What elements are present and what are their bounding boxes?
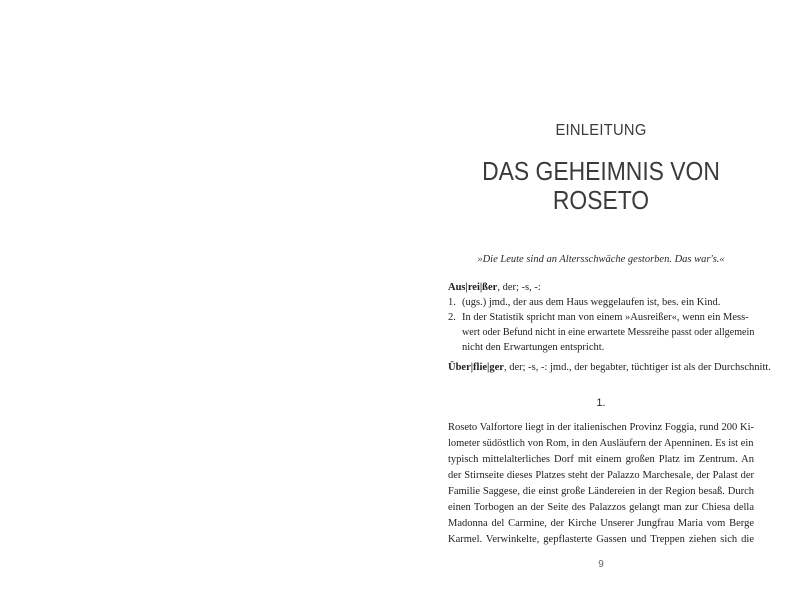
chapter-title-line: DAS GEHEIMNIS VON bbox=[482, 156, 720, 186]
body-line: Familie Saggese, die einst große Ländereien in der Region besaß. Durch bbox=[448, 486, 754, 497]
epigraph-quote: »Die Leute sind an Altersschwäche gestorben. Das war's.« bbox=[477, 254, 725, 265]
body-line: der Stirnseite dieses Platzes steht der Palazzo Marchesale, der Palast der bbox=[448, 470, 754, 481]
body-line: lometer südöstlich von Rom, in den Ausläufern der Apenninen. Es ist ein bbox=[448, 438, 754, 449]
definition-item bbox=[448, 295, 754, 310]
definition-item-text: nicht den Erwartungen entspricht. bbox=[462, 342, 605, 353]
definition-ueberflieger bbox=[448, 362, 771, 373]
section-number: 1. bbox=[596, 397, 606, 409]
chapter-title bbox=[466, 157, 735, 215]
definition-headword: Aus|rei|ßer bbox=[448, 282, 498, 293]
definition-item-number: 2. bbox=[448, 312, 456, 323]
page-number: 9 bbox=[598, 559, 604, 570]
definition-ausreisser bbox=[448, 280, 754, 355]
definition-grammar: , der; -s, -: bbox=[497, 282, 541, 293]
chapter-label: EINLEITUNG bbox=[555, 122, 647, 139]
definition-text: , der; -s, -: jmd., der begabter, tüchtiger ist als der Durchschnitt. bbox=[503, 362, 771, 373]
chapter-title-line: ROSETO bbox=[552, 185, 650, 215]
body-line: Karmel. Verwinkelte, gepflasterte Gassen und Treppen ziehen sich die bbox=[448, 534, 754, 545]
body-line: typisch mittelalterliches Dorf mit einem großen Platz im Zentrum. An bbox=[448, 454, 754, 465]
definition-headword: Über|flie|ger bbox=[448, 362, 504, 373]
body-line: einen Torbogen an der Seite des Palazzos gelangt man zur Chiesa della bbox=[448, 502, 754, 513]
body-line: Roseto Valfortore liegt in der italienischen Provinz Foggia, rund 200 Ki- bbox=[448, 422, 754, 433]
definition-item-text: (ugs.) jmd., der aus dem Haus weggelaufen ist, bes. ein Kind. bbox=[462, 297, 721, 308]
body-line: Madonna del Carmine, der Kirche Unserer Jungfrau Maria vom Berge bbox=[448, 518, 754, 529]
definition-head bbox=[448, 280, 754, 295]
definition-item-text: In der Statistik spricht man von einem »Ausreißer«, wenn ein Mess- bbox=[462, 312, 749, 323]
body-paragraph bbox=[448, 420, 754, 548]
definition-item-number: 1. bbox=[448, 297, 456, 308]
definition-item-text: wert oder Befund nicht in eine erwartete Messreihe passt oder allgemein bbox=[462, 327, 755, 338]
definition-item bbox=[448, 310, 754, 355]
